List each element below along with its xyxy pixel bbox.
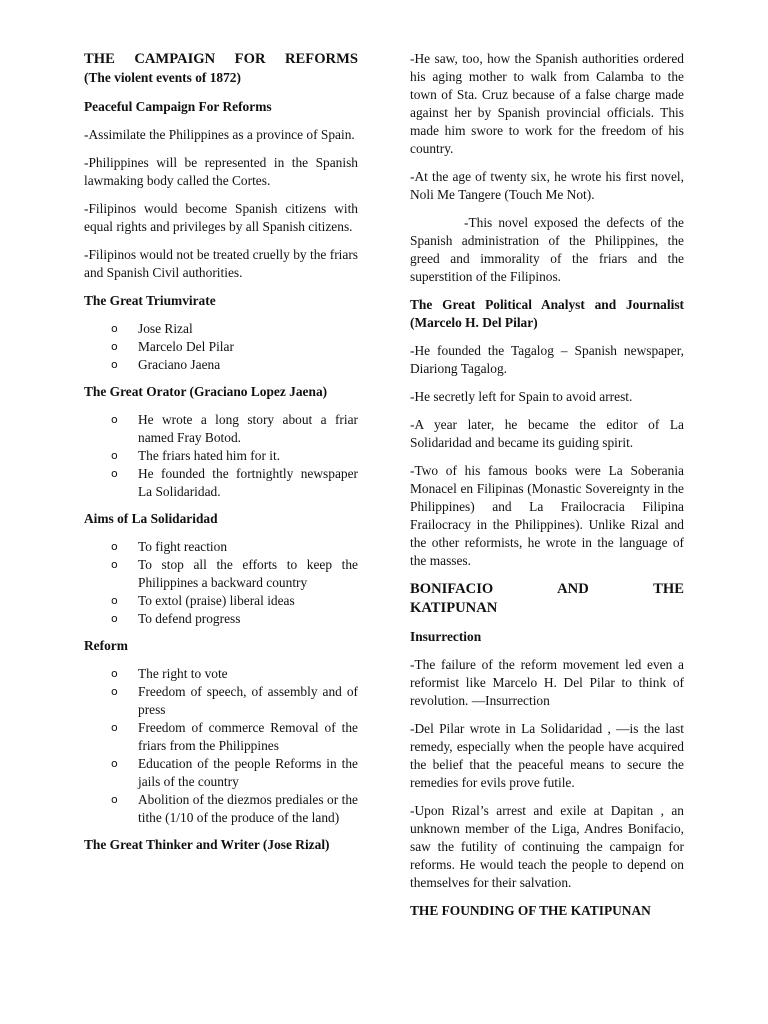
bullet-icon: o: [111, 449, 118, 462]
aims-list: [84, 538, 358, 628]
bullet-icon: o: [111, 721, 118, 734]
triumvirate-heading: The Great Triumvirate: [84, 293, 216, 308]
list-item: [84, 683, 358, 719]
bullet-icon: o: [111, 340, 118, 353]
list-item-text: Abolition of the diezmos prediales or the tithe (1/10 of the produce of the land): [138, 792, 358, 825]
list-item-text: He founded the fortnightly newspaper La Solidaridad.: [138, 466, 358, 499]
list-item-text: Freedom of commerce Removal of the friars from the Philippines: [138, 720, 358, 753]
list-item-text: He wrote a long story about a friar named Fray Botod.: [138, 412, 358, 445]
page-subtitle: (The violent events of 1872): [84, 70, 241, 85]
peaceful-paragraph: -Philippines will be represented in the Spanish lawmaking body called the Cortes.: [84, 155, 358, 188]
list-item-text: Education of the people Reforms in the jails of the country: [138, 756, 358, 789]
list-item-text: To fight reaction: [138, 539, 228, 554]
peaceful-campaign-heading: Peaceful Campaign For Reforms: [84, 99, 272, 114]
list-item: [84, 791, 358, 827]
insurrection-heading: Insurrection: [410, 629, 482, 644]
analyst-paragraph: -A year later, he became the editor of La Solidaridad and became its guiding spirit.: [410, 417, 684, 450]
founding-heading: THE FOUNDING OF THE KATIPUNAN: [410, 903, 651, 918]
list-item-text: Marcelo Del Pilar: [138, 339, 234, 354]
right-column: [410, 50, 684, 930]
list-item: [84, 610, 358, 628]
analyst-paragraph: -He secretly left for Spain to avoid arrest.: [410, 389, 633, 404]
bullet-icon: o: [111, 467, 118, 480]
bullet-icon: o: [111, 685, 118, 698]
insurrection-paragraph: -Del Pilar wrote in La Solidaridad , —is the last remedy, especially when the people have acquired the belief that the peaceful means to secure the remedies for evils prove futile.: [410, 721, 684, 790]
bullet-icon: o: [111, 558, 118, 571]
list-item: [84, 556, 358, 592]
list-item-text: Graciano Jaena: [138, 357, 221, 372]
reform-list: [84, 665, 358, 827]
list-item: [84, 538, 358, 556]
list-item-text: The friars hated him for it.: [138, 448, 281, 463]
aims-heading: Aims of La Solidaridad: [84, 511, 218, 526]
list-item-text: To extol (praise) liberal ideas: [138, 593, 295, 608]
analyst-paragraph: -He founded the Tagalog – Spanish newspaper, Diariong Tagalog.: [410, 343, 684, 376]
bullet-icon: o: [111, 358, 118, 371]
insurrection-paragraph: -The failure of the reform movement led even a reformist like Marcelo H. Del Pilar to think of revolution. —Insurrection: [410, 657, 684, 708]
peaceful-paragraph: -Filipinos would become Spanish citizens with equal rights and privileges by all Spanish citizens.: [84, 201, 358, 234]
list-item: [84, 665, 358, 683]
list-item-text: Jose Rizal: [138, 321, 193, 336]
orator-list: [84, 411, 358, 501]
bullet-icon: o: [111, 667, 118, 680]
bonifacio-heading-line2: KATIPUNAN: [410, 600, 498, 616]
triumvirate-list: [84, 320, 358, 374]
list-item: [84, 592, 358, 610]
peaceful-paragraph: -Assimilate the Philippines as a province of Spain.: [84, 127, 355, 142]
bullet-icon: o: [111, 793, 118, 806]
rizal-paragraph: -He saw, too, how the Spanish authorities ordered his aging mother to walk from Calamba to the town of Sta. Cruz because of a false charge made against her by Spanish provincial officials. This made him swore to work for the freedom of his country.: [410, 51, 684, 156]
thinker-heading: The Great Thinker and Writer (Jose Rizal): [84, 837, 330, 852]
page-title: THE CAMPAIGN FOR REFORMS: [84, 51, 358, 67]
bullet-icon: o: [111, 757, 118, 770]
list-item-text: Freedom of speech, of assembly and of press: [138, 684, 358, 717]
bullet-icon: o: [111, 612, 118, 625]
rizal-paragraph: -At the age of twenty six, he wrote his first novel, Noli Me Tangere (Touch Me Not).: [410, 169, 684, 202]
orator-heading: The Great Orator (Graciano Lopez Jaena): [84, 384, 328, 399]
list-item: [84, 320, 358, 338]
list-item: [84, 465, 358, 501]
list-item: [84, 338, 358, 356]
bullet-icon: o: [111, 594, 118, 607]
list-item: [84, 719, 358, 755]
left-column: [84, 50, 358, 864]
bullet-icon: o: [111, 322, 118, 335]
analyst-heading: The Great Political Analyst and Journalist (Marcelo H. Del Pilar): [410, 297, 684, 330]
list-item-text: To stop all the efforts to keep the Philippines a backward country: [138, 557, 358, 590]
list-item: [84, 447, 358, 465]
peaceful-paragraph: -Filipinos would not be treated cruelly by the friars and Spanish Civil authorities.: [84, 247, 358, 280]
analyst-paragraph: -Two of his famous books were La Soberania Monacel en Filipinas (Monastic Sovereignty in the Philippines) and La Frailocracia Filipina Frailocracy in the Philippines). Unlike Rizal and the other reformists, he wrote in the language of the masses.: [410, 463, 684, 568]
insurrection-paragraph: -Upon Rizal’s arrest and exile at Dapitan , an unknown member of the Liga, Andres Bonifacio, saw the futility of continuing the campaign for reforms. He would teach the people to depend on themselves for their salvation.: [410, 803, 684, 890]
list-item-text: To defend progress: [138, 611, 241, 626]
reform-heading: Reform: [84, 638, 128, 653]
list-item: [84, 411, 358, 447]
list-item: [84, 755, 358, 791]
bullet-icon: o: [111, 540, 118, 553]
bullet-icon: o: [111, 413, 118, 426]
list-item-text: The right to vote: [138, 666, 228, 681]
bonifacio-heading: [410, 580, 684, 618]
rizal-paragraph: -This novel exposed the defects of the Spanish administration of the Philippines, the greed and immorality of the friars and the superstition of the Filipinos.: [410, 215, 684, 284]
list-item: [84, 356, 358, 374]
bonifacio-heading-line1: BONIFACIO AND THE: [410, 581, 684, 597]
